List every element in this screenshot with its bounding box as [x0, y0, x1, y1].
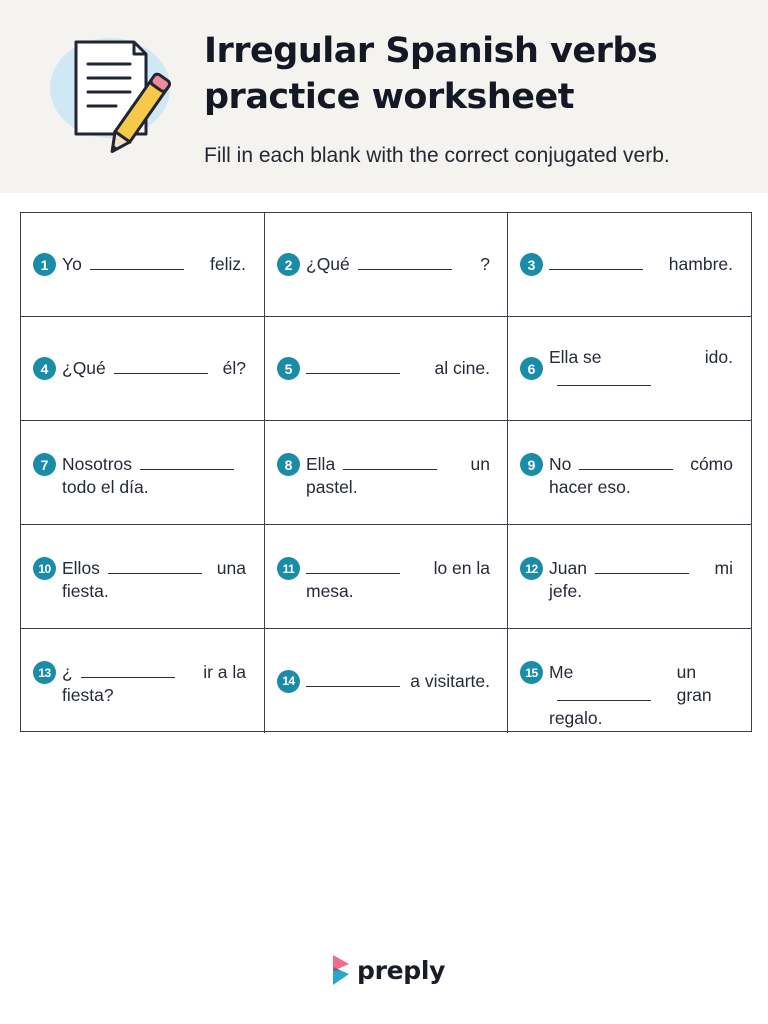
- sentence-after-blank: al cine.: [434, 358, 490, 378]
- exercise-cell: [508, 317, 751, 421]
- exercise-number-badge: 13: [33, 661, 56, 684]
- answer-blank[interactable]: [306, 670, 400, 687]
- exercise-grid: [20, 212, 752, 732]
- answer-blank[interactable]: [81, 661, 175, 678]
- sentence-continuation: todo el día.: [62, 477, 149, 497]
- sentence-before-blank: No: [549, 454, 572, 474]
- answer-blank[interactable]: [557, 684, 651, 701]
- answer-blank[interactable]: [595, 557, 689, 574]
- preply-logo-icon: [331, 953, 351, 987]
- answer-blank[interactable]: [557, 369, 651, 386]
- exercise-sentence: [306, 453, 490, 499]
- sentence-after-blank: mi: [714, 558, 733, 578]
- exercise-sentence: [549, 346, 733, 392]
- sentence-after-blank: lo en la: [433, 558, 490, 578]
- exercise-number-badge: 2: [277, 253, 300, 276]
- answer-blank[interactable]: [306, 357, 400, 374]
- sentence-before-blank: Ellos: [62, 558, 100, 578]
- title-line-1: Irregular Spanish verbs: [204, 31, 658, 71]
- footer-brand: [331, 952, 445, 988]
- exercise-cell: [508, 525, 751, 629]
- answer-blank[interactable]: [549, 253, 643, 270]
- worksheet-header: [0, 0, 768, 193]
- sentence-after-blank: feliz.: [210, 254, 246, 274]
- sentence-before-blank: ¿: [62, 662, 73, 682]
- exercise-sentence: [62, 253, 246, 276]
- sentence-after-blank: a visitarte.: [410, 670, 490, 691]
- exercise-cell: [265, 629, 508, 733]
- sentence-after-blank: un: [470, 454, 490, 474]
- exercise-sentence: [549, 661, 733, 730]
- exercise-number-badge: 5: [277, 357, 300, 380]
- answer-blank[interactable]: [579, 453, 673, 470]
- exercise-sentence: [549, 453, 733, 499]
- answer-blank[interactable]: [140, 453, 234, 470]
- sentence-continuation: fiesta?: [62, 685, 114, 705]
- exercise-cell: [21, 525, 265, 629]
- exercise-cell: [21, 421, 265, 525]
- brand-name: preply: [357, 955, 446, 985]
- exercise-number-badge: 12: [520, 557, 543, 580]
- exercise-number-badge: 14: [277, 670, 300, 693]
- exercise-cell: [21, 629, 265, 733]
- answer-blank[interactable]: [90, 253, 184, 270]
- sentence-continuation: jefe.: [549, 581, 583, 601]
- sentence-continuation: fiesta.: [62, 581, 109, 601]
- exercise-number-badge: 7: [33, 453, 56, 476]
- sentence-after-blank: ?: [480, 254, 490, 274]
- sentence-continuation: hacer eso.: [549, 477, 631, 497]
- page-title: [204, 28, 744, 120]
- answer-blank[interactable]: [108, 557, 202, 574]
- sentence-before-blank: Nosotros: [62, 454, 133, 474]
- sentence-after-blank: él?: [222, 358, 246, 378]
- title-line-2: practice worksheet: [204, 77, 574, 117]
- sentence-before-blank: Yo: [62, 254, 82, 274]
- document-pencil-icon: [46, 34, 176, 164]
- exercise-sentence: [549, 557, 733, 603]
- exercise-number-badge: 1: [33, 253, 56, 276]
- exercise-sentence: [62, 661, 246, 707]
- exercise-number-badge: 3: [520, 253, 543, 276]
- exercise-cell: [265, 421, 508, 525]
- answer-blank[interactable]: [114, 357, 208, 374]
- exercise-number-badge: 9: [520, 453, 543, 476]
- sentence-continuation: mesa.: [306, 581, 354, 601]
- exercise-sentence: [306, 253, 490, 276]
- sentence-after-blank: un gran: [676, 662, 712, 705]
- sentence-before-blank: Ella se: [549, 346, 602, 367]
- exercise-sentence: [62, 557, 246, 603]
- exercise-cell: [265, 525, 508, 629]
- sentence-after-blank: una: [216, 558, 246, 578]
- page-subtitle: Fill in each blank with the correct conjugated verb.: [204, 144, 670, 167]
- exercise-cell: [21, 213, 265, 317]
- exercise-sentence: [62, 357, 246, 380]
- sentence-continuation: pastel.: [306, 477, 358, 497]
- sentence-before-blank: Juan: [549, 558, 587, 578]
- sentence-before-blank: ¿Qué: [306, 254, 350, 274]
- exercise-number-badge: 11: [277, 557, 300, 580]
- sentence-before-blank: ¿Qué: [62, 358, 106, 378]
- exercise-cell: [265, 213, 508, 317]
- sentence-after-blank: ir a la: [203, 662, 246, 682]
- exercise-sentence: [306, 670, 490, 693]
- answer-blank[interactable]: [306, 557, 400, 574]
- sentence-after-blank: hambre.: [668, 254, 733, 274]
- exercise-number-badge: 4: [33, 357, 56, 380]
- sentence-before-blank: Ella: [306, 454, 336, 474]
- exercise-sentence: [62, 453, 246, 499]
- answer-blank[interactable]: [343, 453, 437, 470]
- exercise-number-badge: 6: [520, 357, 543, 380]
- exercise-number-badge: 10: [33, 557, 56, 580]
- exercise-cell: [508, 629, 751, 733]
- exercise-cell: [508, 421, 751, 525]
- exercise-number-badge: 8: [277, 453, 300, 476]
- sentence-continuation: regalo.: [549, 708, 603, 728]
- exercise-sentence: [306, 357, 490, 380]
- exercise-cell: [265, 317, 508, 421]
- sentence-after-blank: cómo: [690, 454, 733, 474]
- exercise-cell: [21, 317, 265, 421]
- exercise-cell: [508, 213, 751, 317]
- exercise-sentence: [549, 253, 733, 276]
- exercise-number-badge: 15: [520, 661, 543, 684]
- sentence-before-blank: Me: [549, 662, 574, 682]
- answer-blank[interactable]: [358, 253, 452, 270]
- sentence-after-blank: ido.: [704, 346, 733, 367]
- exercise-sentence: [306, 557, 490, 603]
